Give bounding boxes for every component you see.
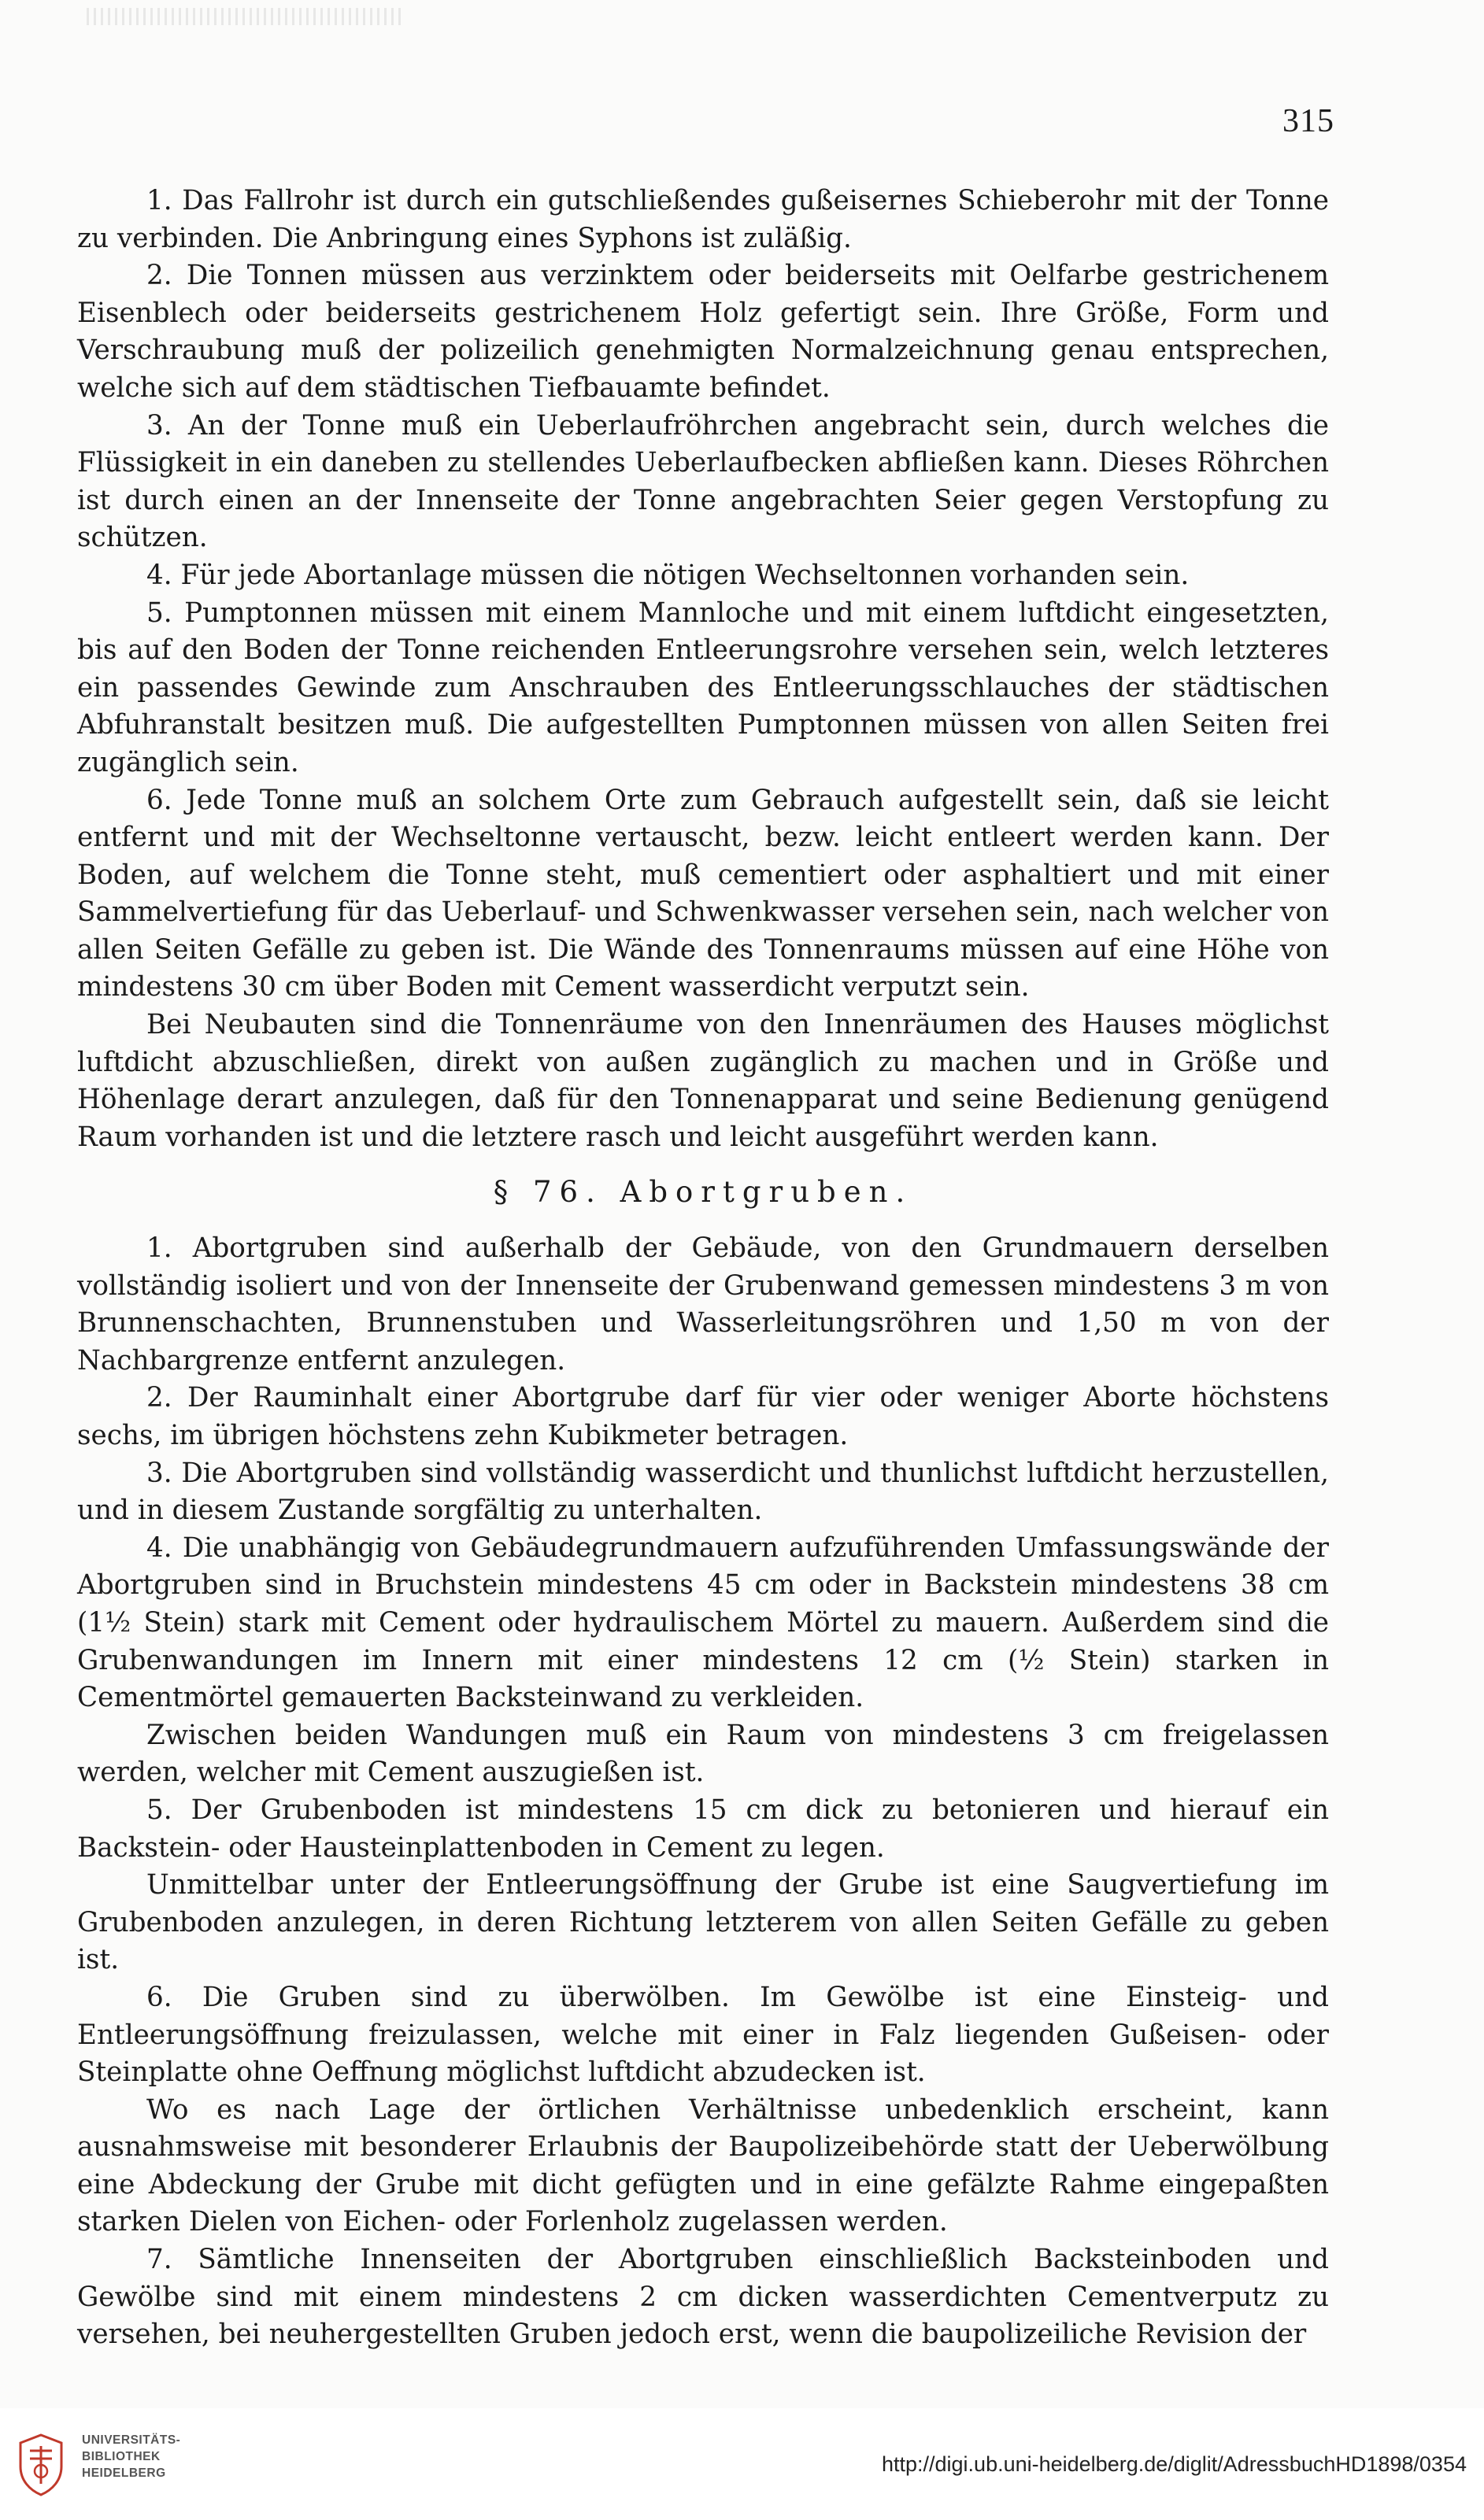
paragraph-tonne-6: 6. Jede Tonne muß an solchem Orte zum Gebrauch aufgestellt sein, daß sie leicht entfernt und mit der Wechseltonne vertauscht, bezw. leicht entleert werden kann. Der Boden, auf welchem die Tonne steht, muß cementiert oder asphaltiert und mit einer Sammelvertiefung für das Ueberlauf- und Schwenkwasser versehen sein, nach welcher von allen Seiten Gefälle zu geben ist. Die Wände des Tonnenraums müssen auf eine Höhe von mindestens 30 cm über Boden mit Cement wasserdicht verputzt sein.: [77, 784, 1329, 1003]
footer-bar: [0, 2408, 1484, 2520]
library-name: UNIVERSITÄTS- BIBLIOTHEK HEIDELBERG: [82, 2433, 181, 2480]
paragraph-grube-6: 6. Die Gruben sind zu überwölben. Im Gewölbe ist eine Einsteig- und Entleerungsöffnung freizulassen, welche mit einer in Falz liegenden Gußeisen- oder Steinplatte ohne Oeffnung möglichst luftdicht abzudecken ist.: [77, 1981, 1329, 2089]
page-body: [77, 183, 1329, 2354]
paragraph-tonne-2: 2. Die Tonnen müssen aus verzinktem oder beiderseits mit Oelfarbe gestrichenem Eisenblech oder beiderseits gestrichenem Holz gefertigt sein. Ihre Größe, Form und Verschraubung muß der polizeilich genehmigten Normalzeichnung genau entsprechen, welche sich auf dem städtischen Tiefbauamte befindet.: [77, 260, 1329, 404]
paragraph-tonne-4: 4. Für jede Abortanlage müssen die nötigen Wechseltonnen vorhanden sein.: [146, 559, 1190, 591]
source-url[interactable]: http://digi.ub.uni-heidelberg.de/diglit/AdressbuchHD1898/0354: [881, 2452, 1467, 2476]
page-number: 315: [1282, 103, 1334, 139]
paragraph-grube-1: 1. Abortgruben sind außerhalb der Gebäude, von den Grundmauern derselben vollständig isoliert und von der Innenseite der Grubenwand gemessen mindestens 3 m von Brunnenschachten, Brunnenstuben und Wasserleitungsröhren und 1,50 m von der Nachbargrenze entfernt anzulegen.: [77, 1232, 1329, 1376]
paragraph-tonne-5: 5. Pumptonnen müssen mit einem Mannloche und mit einem luftdicht eingesetzten, bis auf den Boden der Tonne reichenden Entleerungsrohre versehen sein, welch letzteres ein passendes Gewinde zum Anschrauben des Entleerungsschlauches der städtischen Abfuhranstalt besitzen muß. Die aufgestellten Pumptonnen müssen von allen Seiten frei zugänglich sein.: [77, 597, 1329, 778]
paragraph-grube-6b: Wo es nach Lage der örtlichen Verhältnisse unbedenklich erscheint, kann ausnahmsweise mit besonderer Erlaubnis der Baupolizeibehörde statt der Ueberwölbung eine Abdeckung der Grube mit dicht gefügten und in eine gefälzte Rahme eingepaßten starken Dielen von Eichen- oder Forlenholz zugelassen werden.: [77, 2093, 1329, 2238]
paragraph-grube-2: 2. Der Rauminhalt einer Abortgrube darf für vier oder weniger Aborte höchstens sechs, im übrigen höchstens zehn Kubikmeter betragen.: [77, 1382, 1329, 1451]
paragraph-grube-5: 5. Der Grubenboden ist mindestens 15 cm dick zu betonieren und hierauf ein Backstein- oder Hausteinplattenboden in Cement zu legen.: [77, 1794, 1329, 1864]
paragraph-tonne-3: 3. An der Tonne muß ein Ueberlaufröhrchen angebracht sein, durch welches die Flüssigkeit in ein daneben zu stellendes Ueberlaufbecken abfließen kann. Dieses Röhrchen ist durch einen an der Innenseite der Tonne angebrachten Seier gegen Verstopfung zu schützen.: [77, 409, 1329, 554]
scan-smudge: [87, 8, 402, 25]
paragraph-grube-3: 3. Die Abortgruben sind vollständig wasserdicht und thunlichst luftdicht herzustellen, und in diesem Zustande sorgfältig zu unterhalten.: [77, 1457, 1329, 1527]
paragraph-grube-4: 4. Die unabhängig von Gebäudegrundmauern aufzuführenden Umfassungswände der Abortgruben sind in Bruchstein mindestens 45 cm oder in Backstein mindestens 38 cm (1½ Stein) stark mit Cement oder hydraulischem Mörtel zu mauern. Außerdem sind die Grubenwandungen im Innern mit einer mindestens 12 cm (½ Stein) starken in Cementmörtel gemauerten Backsteinwand zu verkleiden.: [77, 1532, 1329, 1714]
section-heading: § 76. Abortgruben.: [493, 1175, 913, 1210]
paragraph-tonne-1: 1. Das Fallrohr ist durch ein gutschließendes gußeisernes Schieberohr mit der Tonne zu verbinden. Die Anbringung eines Syphons ist zuläßig.: [77, 185, 1329, 254]
paragraph-grube-5b: Unmittelbar unter der Entleerungsöffnung der Grube ist eine Saugvertiefung im Grubenboden anzulegen, in deren Richtung letzterem von allen Seiten Gefälle zu geben ist.: [77, 1869, 1329, 1976]
university-seal-icon: [14, 2432, 68, 2496]
paragraph-neubauten: Bei Neubauten sind die Tonnenräume von den Innenräumen des Hauses möglichst luftdicht abzuschließen, direkt von außen zugänglich zu machen und in Größe und Höhenlage derart anzulegen, daß für den Tonnenapparat und seine Bedienung genügend Raum vorhanden ist und die letztere rasch und leicht ausgeführt werden kann.: [77, 1009, 1329, 1153]
paragraph-grube-4b: Zwischen beiden Wandungen muß ein Raum von mindestens 3 cm freigelassen werden, welcher mit Cement auszugießen ist.: [77, 1719, 1329, 1789]
paragraph-grube-7: 7. Sämtliche Innenseiten der Abortgruben einschließlich Backsteinboden und Gewölbe sind mit einem mindestens 2 cm dicken wasserdichten Cementverputz zu versehen, bei neuhergestellten Gruben jedoch erst, wenn die baupolizeiliche Revision der: [77, 2244, 1329, 2351]
